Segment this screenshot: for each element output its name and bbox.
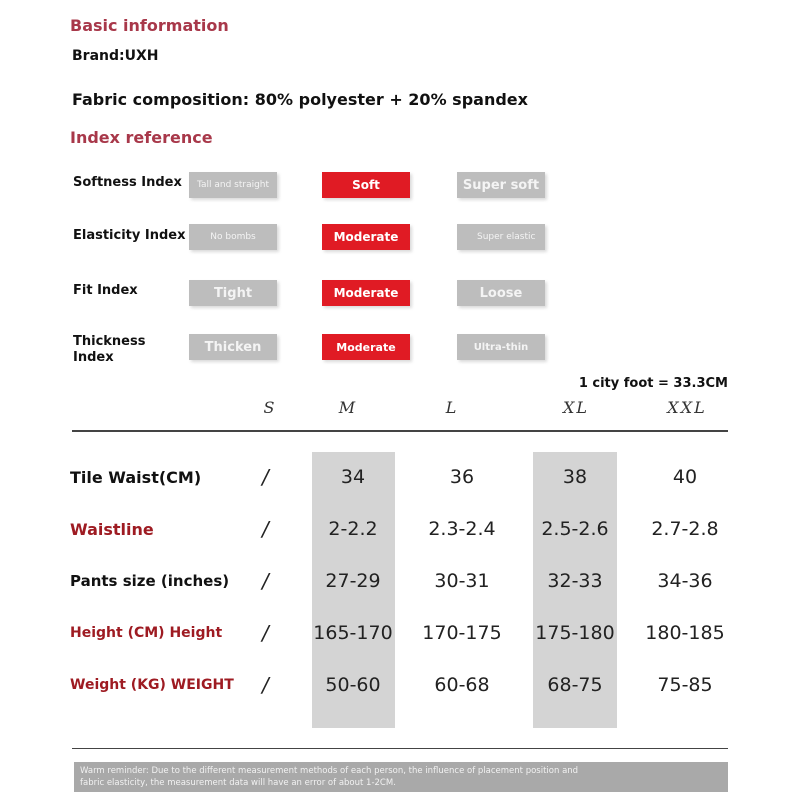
size-header-xl: XL <box>562 398 589 417</box>
cell-m: 34 <box>340 466 366 488</box>
row-s-value: / <box>262 621 269 645</box>
elasticity-option-moderate: Moderate <box>322 224 410 250</box>
elasticity-index-label: Elasticity Index <box>73 228 186 243</box>
size-header-s: S <box>263 398 277 417</box>
thickness-index-label: Thickness Index <box>73 334 146 365</box>
size-header-l: L <box>445 398 459 417</box>
cell-l: 170-175 <box>422 622 502 644</box>
row-s-value: / <box>262 517 269 541</box>
softness-option-soft: Soft <box>322 172 410 198</box>
fit-option-loose: Loose <box>457 280 545 306</box>
row-s-value: / <box>262 465 269 489</box>
cell-xl: 68-75 <box>547 674 603 696</box>
row-label-tile-waist: Tile Waist(CM) <box>70 468 202 487</box>
cell-xxl: 180-185 <box>645 622 725 644</box>
cell-m: 165-170 <box>313 622 393 644</box>
elasticity-option-no-bombs: No bombs <box>189 224 277 250</box>
row-label-waistline: Waistline <box>70 520 154 539</box>
table-bottom-rule <box>72 748 728 749</box>
row-s-value: / <box>262 569 269 593</box>
softness-option-super-soft: Super soft <box>457 172 545 198</box>
warm-reminder <box>74 762 728 792</box>
cell-xl: 32-33 <box>547 570 603 592</box>
cell-xxl: 40 <box>672 466 698 488</box>
cell-xxl: 2.7-2.8 <box>651 518 719 540</box>
index-reference-title: Index reference <box>70 128 213 147</box>
thickness-option-moderate: Moderate <box>322 334 410 360</box>
softness-index-label: Softness Index <box>73 175 182 190</box>
warm-reminder-line-1: Warm reminder: Due to the different measurement methods of each person, the influence of placement position and <box>80 766 579 776</box>
cell-l: 2.3-2.4 <box>428 518 496 540</box>
row-label-height: Height (CM) Height <box>70 625 223 641</box>
cell-l: 36 <box>449 466 475 488</box>
cell-m: 27-29 <box>325 570 381 592</box>
softness-option-tall: Tall and straight <box>189 172 277 198</box>
cell-xl: 175-180 <box>535 622 615 644</box>
cell-xl: 2.5-2.6 <box>541 518 609 540</box>
fit-index-label: Fit Index <box>73 283 138 298</box>
cell-xl: 38 <box>562 466 588 488</box>
row-s-value: / <box>262 673 269 697</box>
cell-xxl: 34-36 <box>657 570 713 592</box>
thickness-option-thicken: Thicken <box>189 334 277 360</box>
fabric-text: Fabric composition: 80% polyester + 20% spandex <box>72 90 528 109</box>
basic-info-title: Basic information <box>70 16 229 35</box>
cell-m: 50-60 <box>325 674 381 696</box>
brand-text: Brand:UXH <box>72 48 159 64</box>
cell-l: 60-68 <box>434 674 490 696</box>
size-header-m: M <box>338 398 358 417</box>
cell-l: 30-31 <box>434 570 490 592</box>
elasticity-option-super-elastic: Super elastic <box>457 224 545 250</box>
table-top-rule <box>72 430 728 432</box>
size-header-xxl: XXL <box>667 398 707 417</box>
warm-reminder-line-2: fabric elasticity, the measurement data will have an error of about 1-2CM. <box>80 778 396 788</box>
row-label-weight: Weight (KG) WEIGHT <box>70 677 234 693</box>
row-label-pants-size: Pants size (inches) <box>70 572 230 590</box>
unit-note: 1 city foot = 33.3CM <box>578 376 728 391</box>
fit-option-tight: Tight <box>189 280 277 306</box>
cell-m: 2-2.2 <box>328 518 378 540</box>
fit-option-moderate: Moderate <box>322 280 410 306</box>
thickness-option-ultra-thin: Ultra-thin <box>457 334 545 360</box>
cell-xxl: 75-85 <box>657 674 713 696</box>
